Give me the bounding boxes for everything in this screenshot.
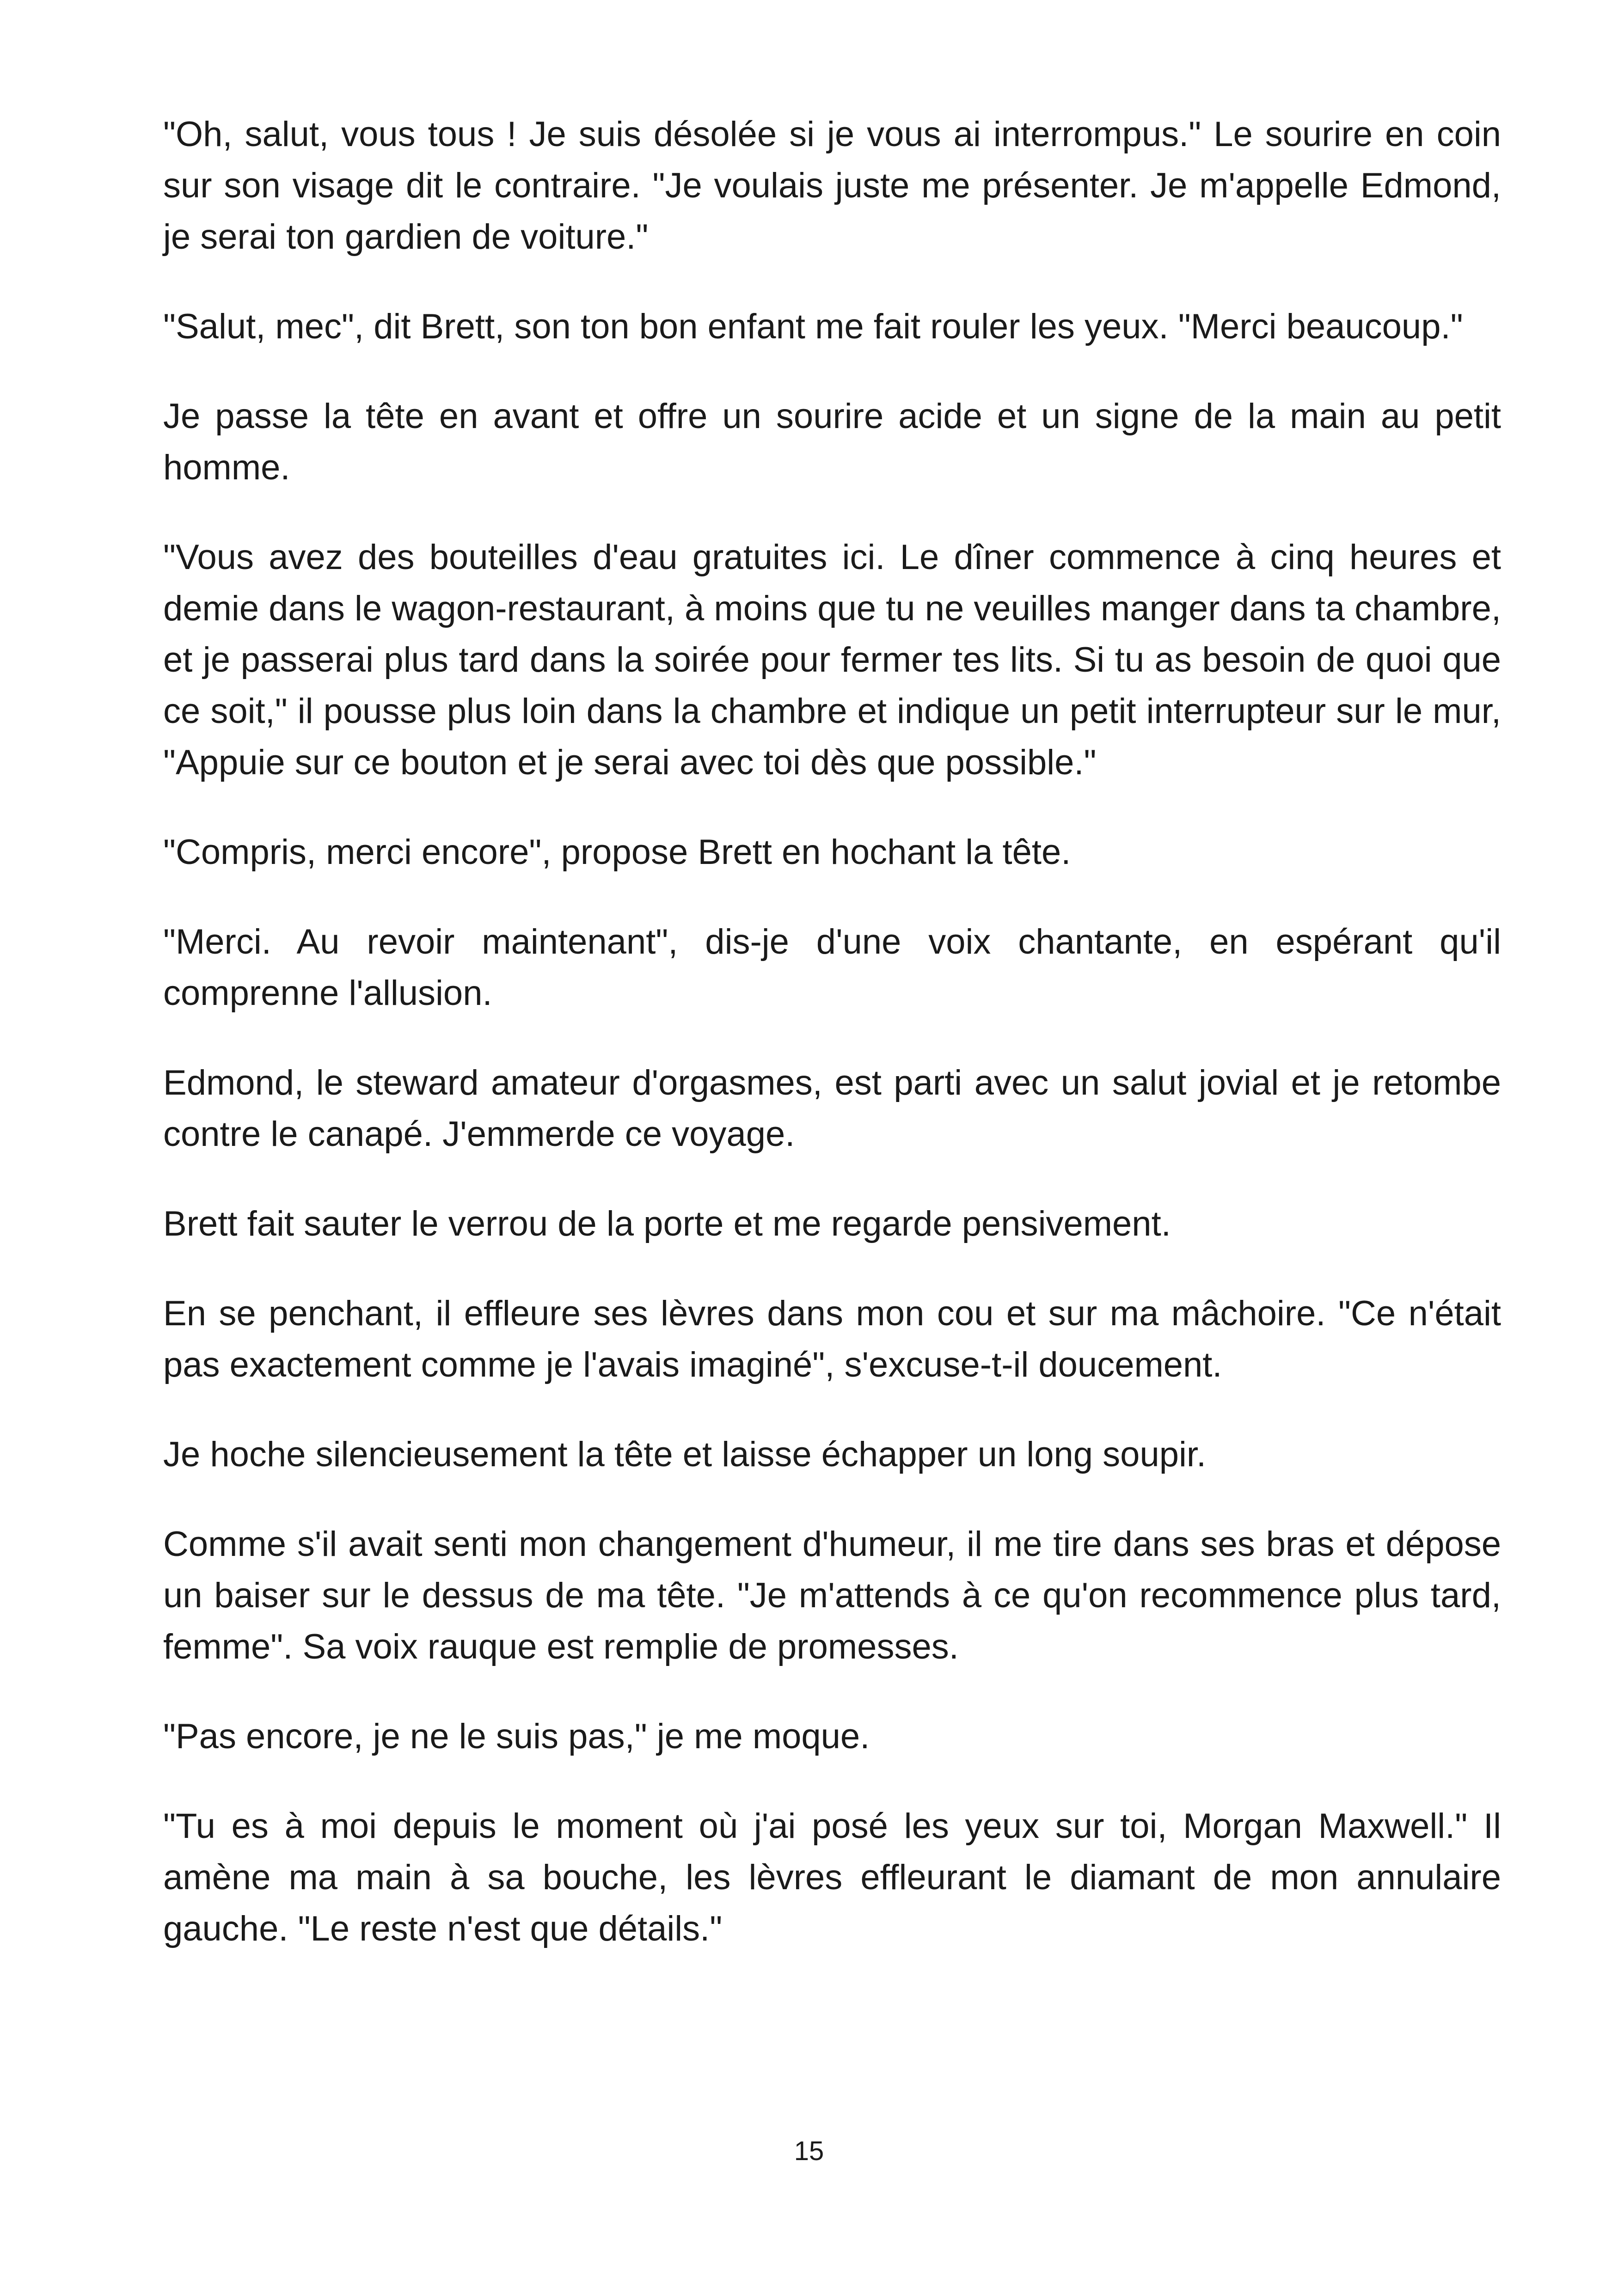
- paragraph: Brett fait sauter le verrou de la porte et me regarde pensivement.: [163, 1204, 1171, 1243]
- body-text: [163, 109, 1501, 1993]
- paragraph: Comme s'il avait senti mon changement d'humeur, il me tire dans ses bras et dépose un baiser sur le dessus de ma tête. "Je m'attends à ce qu'on recommence plus tard, femme". Sa voix rauque est remplie de promesses.: [163, 1525, 1501, 1666]
- paragraph: "Vous avez des bouteilles d'eau gratuites ici. Le dîner commence à cinq heures et demie dans le wagon-restaurant, à moins que tu ne veuilles manger dans ta chambre, et je passerai plus tard dans la soirée pour fermer tes lits. Si tu as besoin de quoi que ce soit," il pousse plus loin dans la chambre et indique un petit interrupteur sur le mur, "Appuie sur ce bouton et je serai avec toi dès que possible.": [163, 538, 1501, 782]
- paragraph: "Merci. Au revoir maintenant", dis-je d'une voix chantante, en espérant qu'il comprenne l'allusion.: [163, 922, 1501, 1013]
- paragraph: "Salut, mec", dit Brett, son ton bon enfant me fait rouler les yeux. "Merci beaucoup.": [163, 307, 1463, 346]
- paragraph: Edmond, le steward amateur d'orgasmes, est parti avec un salut jovial et je retombe contre le canapé. J'emmerde ce voyage.: [163, 1063, 1501, 1154]
- paragraph: "Tu es à moi depuis le moment où j'ai posé les yeux sur toi, Morgan Maxwell." Il amène ma main à sa bouche, les lèvres effleurant le diamant de mon annulaire gauche. "Le reste n'est que détails.": [163, 1806, 1501, 1948]
- page-number: 15: [794, 2136, 824, 2166]
- paragraph: "Compris, merci encore", propose Brett en hochant la tête.: [163, 833, 1071, 872]
- paragraph: Je passe la tête en avant et offre un sourire acide et un signe de la main au petit homme.: [163, 397, 1501, 487]
- paragraph: "Pas encore, je ne le suis pas," je me moque.: [163, 1717, 870, 1756]
- paragraph: Je hoche silencieusement la tête et laisse échapper un long soupir.: [163, 1435, 1207, 1474]
- paragraph: En se penchant, il effleure ses lèvres dans mon cou et sur ma mâchoire. "Ce n'était pas exactement comme je l'avais imaginé", s'excuse-t-il doucement.: [163, 1294, 1501, 1384]
- paragraph: "Oh, salut, vous tous ! Je suis désolée si je vous ai interrompus." Le sourire en coin sur son visage dit le contraire. "Je voulais juste me présenter. Je m'appelle Edmond, je serai ton gardien de voiture.": [163, 115, 1501, 257]
